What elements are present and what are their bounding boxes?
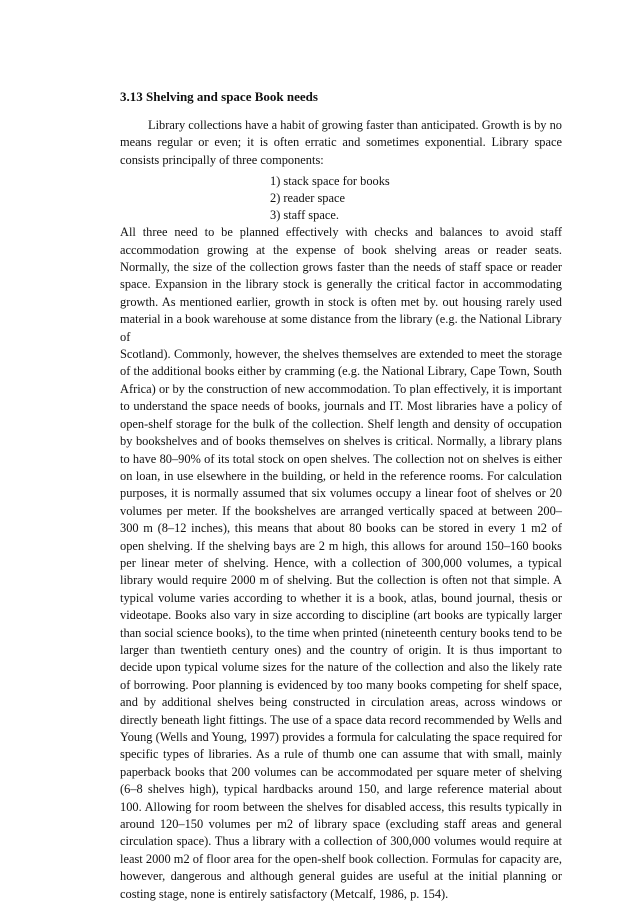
list-item: 1) stack space for books [270, 174, 390, 189]
components-list [120, 173, 562, 224]
body-paragraph-1: All three need to be planned effectively with checks and balances to avoid staff accommodation growing at the expense of book shelving areas or reader seats. Normally, the size of the collection grows faster than the needs of staff space or reader space. Expansion in the library stock is generally the critical factor in accommodating growth. As mentioned earlier, growth in stock is often met by. out housing rarely used material in a book warehouse at some distance from the library (e.g. the National Library of [120, 225, 562, 344]
intro-paragraph: Library collections have a habit of growing faster than anticipated. Growth is by no means regular or even; it is often erratic and sometimes exponential. Library space consists principally of three components: [120, 118, 562, 167]
body-paragraph-2: Scotland). Commonly, however, the shelves themselves are extended to meet the storage of the additional books either by cramming (e.g. the National Library, Cape Town, South Africa) or by the construction of new accommodation. To plan effectively, it is important to understand the space needs of books, journals and IT. Most libraries have a policy of open-shelf storage for the bulk of the collection. Shelf length and density of occupation by bookshelves and of books themselves on shelves is critical. Normally, a library plans to have 80–90% of its total stock on open shelves. The collection not on shelves is either on loan, in use elsewhere in the building, or held in the reference rooms. For calculation purposes, it is normally assumed that six volumes occupy a linear foot of shelves or 20 volumes per meter. If the bookshelves are arranged vertically spaced at between 200–300 m (8–12 inches), this means that about 80 books can be stored in every 1 m2 of open shelving. If the shelving bays are 2 m high, this allows for around 150–160 books per linear meter of shelving. Hence, with a collection of 300,000 volumes, a typical library would require 2000 m of shelving. But the collection is often not that simple. A typical volume varies according to whether it is a book, atlas, bound journal, thesis or videotape. Books also vary in size according to discipline (art books are typically larger than social science books), to the time when printed (nineteenth century books tend to be larger than twentieth century ones) and the country of origin. It is thus important to decide upon typical volume sizes for the nature of the collection and also the likely rate of borrowing. Poor planning is evidenced by too many books competing for shelf space, and by additional shelves being constructed in circulation areas, across windows or directly beneath light fittings. The use of a space data record recommended by Wells and Young (Wells and Young, 1997) provides a formula for calculating the space required for specific types of libraries. As a rule of thumb one can assume that with small, mainly paperback books that 200 volumes can be accommodated per square meter of shelving (6–8 shelves high), typical hardbacks around 150, and large reference material about 100. Allowing for room between the shelves for disabled access, this results typically in around 120–150 volumes per m2 of library space (excluding staff areas and general circulation space). Thus a library with a collection of 300,000 volumes would require at least 2000 m2 of floor area for the open-shelf book collection. Formulas for capacity are, however, dangerous and although general guides are useful at the initial planning or costing stage, none is entirely satisfactory (Metcalf, 1986, p. 154). [120, 347, 562, 901]
list-item: 3) staff space. [270, 208, 339, 223]
section-heading: 3.13 Shelving and space Book needs [120, 89, 318, 104]
document-page [120, 89, 562, 903]
list-item: 2) reader space [270, 191, 345, 206]
